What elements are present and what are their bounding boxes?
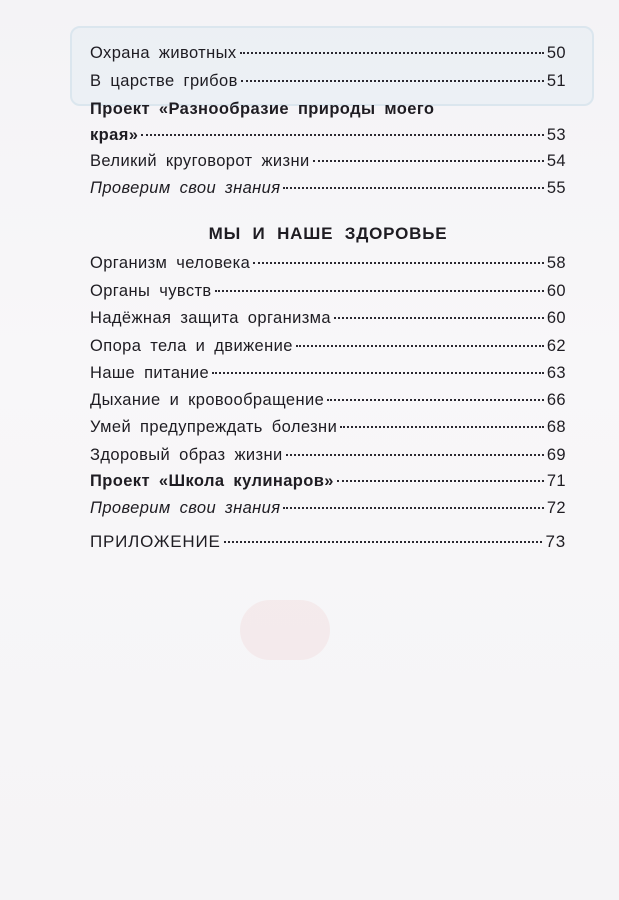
toc-entry-page: 60 <box>546 282 566 300</box>
toc-leader-dots <box>224 541 543 543</box>
toc-entry-title: Организм человека <box>90 254 251 272</box>
toc-leader-dots <box>296 345 544 347</box>
toc-entry-title: В царстве грибов <box>90 72 238 90</box>
toc-entry-title: Опора тела и движение <box>90 337 293 355</box>
toc-leader-dots <box>327 399 544 401</box>
toc-entry-title: Проверим свои знания <box>90 499 281 517</box>
toc-entry[interactable] <box>90 391 566 419</box>
section-heading: МЫ И НАШЕ ЗДОРОВЬЕ <box>208 224 448 243</box>
toc-entry[interactable] <box>90 152 566 180</box>
toc-entry-page: 72 <box>546 499 566 517</box>
toc-entry-title: Здоровый образ жизни <box>90 446 283 464</box>
toc-entry-appendix[interactable] <box>90 532 566 560</box>
toc-entry-page: 68 <box>546 418 566 436</box>
toc-entry[interactable] <box>90 337 566 365</box>
toc-leader-dots <box>337 480 544 482</box>
toc-entry[interactable] <box>90 364 566 392</box>
toc-leader-dots <box>283 187 543 189</box>
toc-leader-dots <box>286 454 544 456</box>
toc-entry-title: Проект «Школа кулинаров» <box>90 472 334 490</box>
toc-entry-page: 69 <box>546 446 566 464</box>
toc-entry-title: Проверим свои знания <box>90 179 281 197</box>
toc-entry-title: Дыхание и кровообращение <box>90 391 325 409</box>
toc-leader-dots <box>212 372 544 374</box>
toc-entry-page: 62 <box>546 337 566 355</box>
toc-leader-dots <box>215 290 544 292</box>
toc-entry-title: Органы чувств <box>90 282 212 300</box>
toc-entry-title: Умей предупреждать болезни <box>90 418 338 436</box>
toc-project-title-line1[interactable]: Проект «Разнообразие природы моего <box>90 100 435 118</box>
toc-entry-page: 50 <box>546 44 566 62</box>
toc-leader-dots <box>334 317 544 319</box>
toc-entry-page: 60 <box>546 309 566 327</box>
toc-entry[interactable] <box>90 309 566 337</box>
toc-entry[interactable] <box>90 418 566 446</box>
toc-entry[interactable] <box>90 472 566 500</box>
toc-leader-dots <box>240 52 544 54</box>
toc-entry[interactable] <box>90 179 566 207</box>
toc-entry-page: 51 <box>546 72 566 90</box>
toc-entry-title: Надёжная защита организма <box>90 309 332 327</box>
toc-entry-page: 54 <box>546 152 566 170</box>
toc-entry[interactable] <box>90 72 566 100</box>
toc-entry-page: 55 <box>546 179 566 197</box>
toc-entry-page: 66 <box>546 391 566 409</box>
toc-entry-title: Охрана животных <box>90 44 237 62</box>
toc-entry-page: 58 <box>546 254 566 272</box>
toc-entry[interactable] <box>90 499 566 527</box>
toc-entry-page: 73 <box>545 532 566 551</box>
toc-leader-dots <box>241 80 544 82</box>
toc-leader-dots <box>313 160 544 162</box>
toc-entry-title: Наше питание <box>90 364 210 382</box>
toc-leader-dots <box>283 507 543 509</box>
toc-entry[interactable] <box>90 44 566 72</box>
toc-leader-dots <box>340 426 544 428</box>
toc-entry[interactable] <box>90 254 566 282</box>
toc-entry-title: Великий круговорот жизни <box>90 152 310 170</box>
show-through-mark <box>240 600 330 660</box>
toc-entry[interactable] <box>90 282 566 310</box>
toc-entry-page: 53 <box>546 126 566 144</box>
toc-leader-dots <box>253 262 544 264</box>
toc-entry[interactable] <box>90 126 566 154</box>
toc-project-title-line2: края» <box>90 126 139 144</box>
toc-entry[interactable] <box>90 446 566 474</box>
toc-entry-page: 63 <box>546 364 566 382</box>
toc-entry-page: 71 <box>546 472 566 490</box>
toc-leader-dots <box>141 134 544 136</box>
toc-entry-title: ПРИЛОЖЕНИЕ <box>90 532 221 551</box>
